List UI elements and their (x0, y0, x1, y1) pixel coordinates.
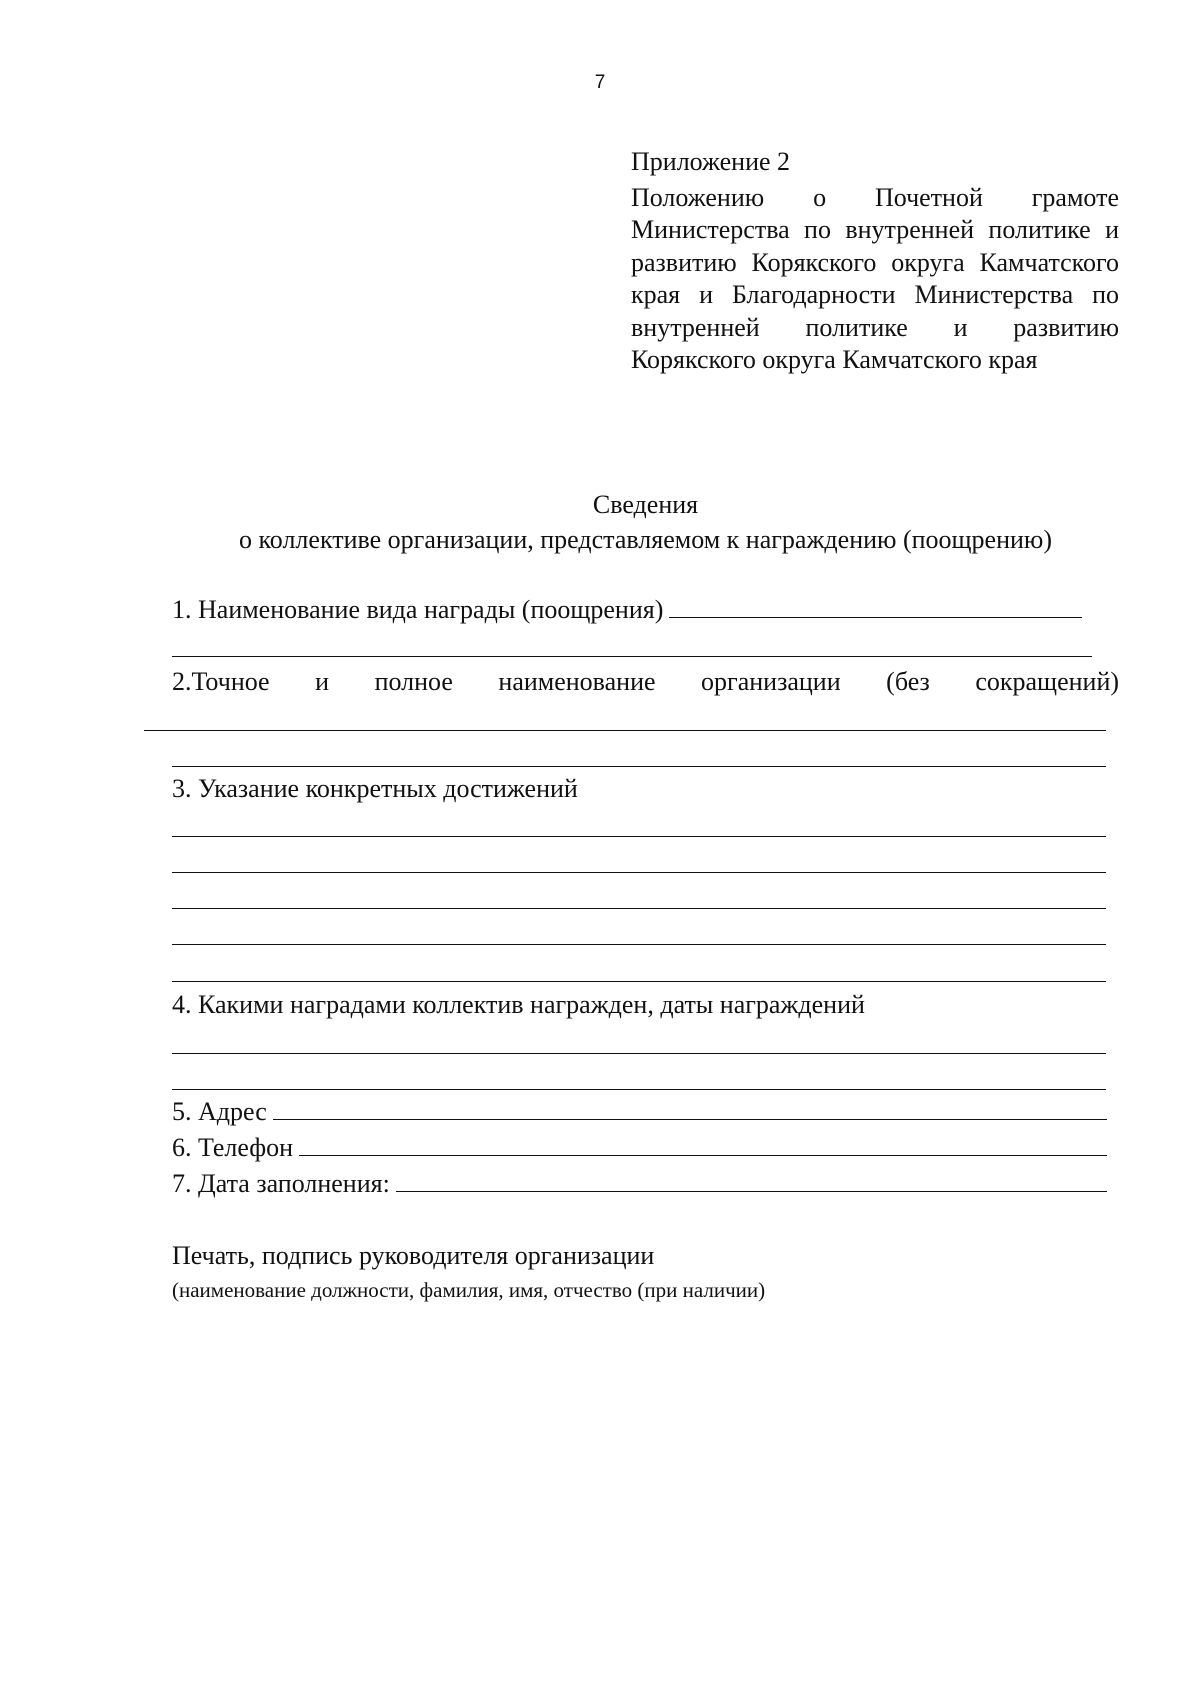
appendix-block (631, 146, 1119, 377)
field-org-name-line-2[interactable] (172, 766, 1106, 767)
word: полное (374, 667, 453, 696)
field-achievements-line-4[interactable] (172, 944, 1106, 945)
appendix-title: Приложение 2 (631, 147, 791, 176)
signature-note: (наименование должности, фамилия, имя, отчество (при наличии) (172, 1278, 766, 1302)
field-address (172, 1096, 1107, 1128)
field-achievements-line-1[interactable] (172, 836, 1106, 837)
field-date (172, 1168, 1107, 1200)
word: организации (701, 667, 841, 696)
word: сокращений) (975, 667, 1120, 696)
field-org-name-label (172, 666, 1119, 698)
signature-label: Печать, подпись руководителя организации (172, 1241, 655, 1270)
field-address-line[interactable] (273, 1097, 1107, 1120)
word: (без (886, 667, 930, 696)
field-award-type-label: 1. Наименование вида награды (поощрения) (172, 595, 664, 624)
field-award-type-line[interactable] (669, 595, 1082, 618)
word: наименование (498, 667, 656, 696)
field-achievements-line-5[interactable] (172, 981, 1106, 982)
page-number: 7 (594, 72, 606, 93)
field-phone (172, 1132, 1107, 1164)
word: 2.Точное (172, 667, 270, 696)
field-phone-line[interactable] (299, 1133, 1107, 1156)
field-achievements-line-2[interactable] (172, 872, 1106, 873)
field-address-label: 5. Адрес (172, 1097, 267, 1126)
field-awards-label: 4. Какими наградами коллектив награжден, даты награждений (172, 990, 865, 1019)
field-achievements-line-3[interactable] (172, 908, 1106, 909)
word: и (315, 667, 330, 696)
field-date-line[interactable] (396, 1169, 1107, 1192)
appendix-text: Положению о Почетной грамоте Министерства по внутренней политике и развитию Корякского округа Камчатского края и Благодарности Министерства по внутренней политике и развитию Корякского округа Камчатского края (631, 182, 1119, 374)
document-subtitle: о коллективе организации, представляемом к награждению (поощрению) (238, 525, 1052, 554)
field-achievements-label: 3. Указание конкретных достижений (172, 774, 578, 803)
field-awards-line-2[interactable] (172, 1089, 1106, 1090)
field-phone-label: 6. Телефон (172, 1133, 294, 1162)
field-award-type-line-2[interactable] (172, 656, 1092, 657)
field-award-type (172, 594, 1082, 626)
field-date-label: 7. Дата заполнения: (172, 1169, 390, 1198)
field-awards-line-1[interactable] (172, 1053, 1106, 1054)
field-org-name-line-1[interactable] (144, 730, 1106, 731)
document-title: Сведения (592, 490, 699, 519)
